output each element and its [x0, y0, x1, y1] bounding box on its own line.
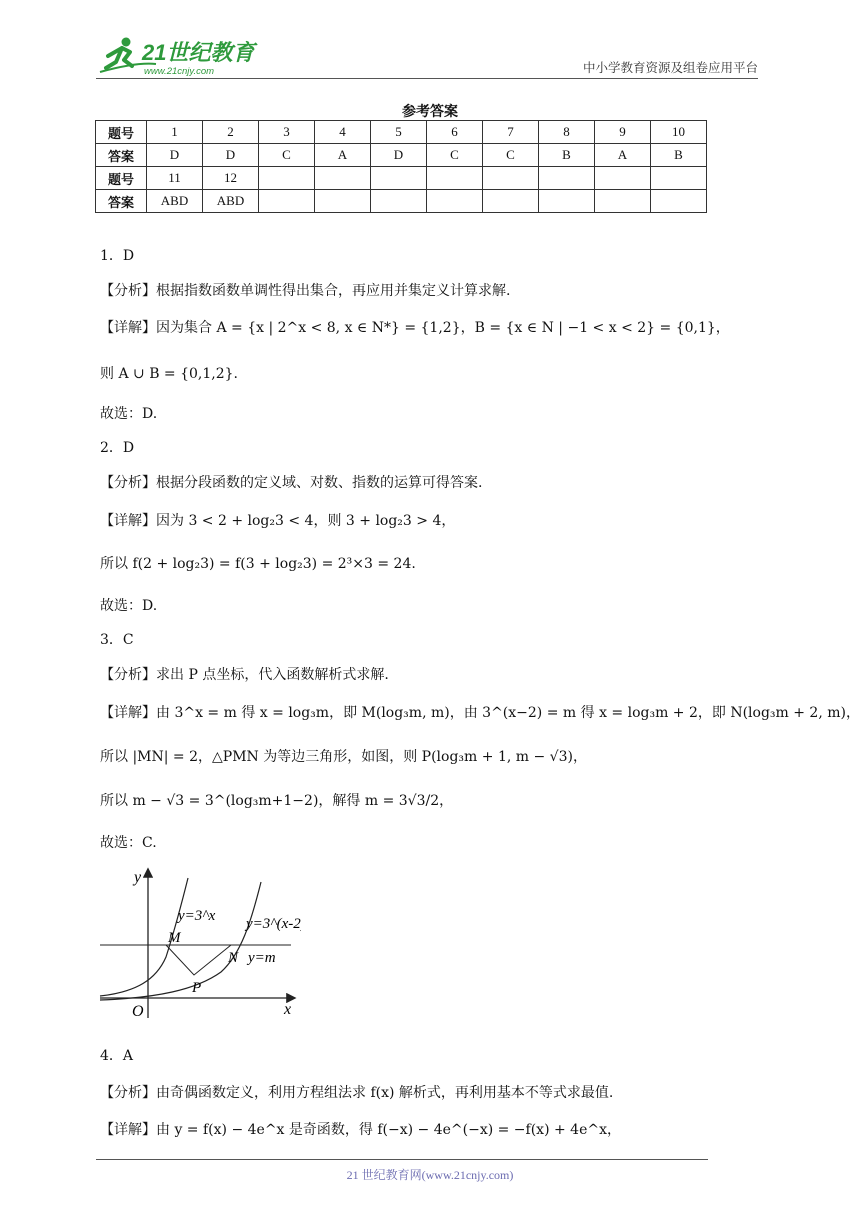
table-row: [96, 144, 707, 167]
q1-number: 1．D: [100, 248, 135, 264]
cell-question: 3: [259, 121, 315, 144]
header-divider: [96, 78, 758, 79]
cell-answer: [651, 190, 707, 213]
cell-answer: [539, 190, 595, 213]
cell-answer: A: [315, 144, 371, 167]
q1-union: 则 A ∪ B = {0,1,2}.: [100, 366, 238, 382]
q3-mn: 所以 |MN| = 2，△PMN 为等边三角形，如图，则 P(log₃m + 1, m − √3)，: [100, 749, 587, 765]
cell-answer: B: [539, 144, 595, 167]
q3-number: 3．C: [100, 632, 134, 648]
curve-3-pow-x-minus-2: [100, 882, 261, 1000]
cell-answer: B: [651, 144, 707, 167]
answer-table: [95, 120, 707, 213]
cell-answer: ABD: [203, 190, 259, 213]
table-row: [96, 121, 707, 144]
cell-question: [595, 167, 651, 190]
answer-title: 参考答案: [402, 104, 458, 120]
q3-graph-figure: [96, 862, 301, 1022]
cell-question: 1: [147, 121, 203, 144]
label-hline: y=m: [248, 950, 276, 966]
table-row: [96, 190, 707, 213]
cell-question: [371, 167, 427, 190]
site-logo: [96, 34, 266, 80]
table-row: [96, 167, 707, 190]
cell-answer: [427, 190, 483, 213]
q4-analysis: 【分析】由奇偶函数定义，利用方程组法求 f(x) 解析式，再利用基本不等式求最值.: [100, 1085, 614, 1101]
cell-question: 8: [539, 121, 595, 144]
cell-question: 9: [595, 121, 651, 144]
cell-question: [315, 167, 371, 190]
label-n: N: [228, 950, 239, 966]
q2-analysis: 【分析】根据分段函数的定义域、对数、指数的运算可得答案.: [100, 475, 483, 491]
cell-question: 11: [147, 167, 203, 190]
cell-question: [483, 167, 539, 190]
cell-answer: D: [147, 144, 203, 167]
q2-detail: 【详解】因为 3 < 2 + log₂3 < 4，则 3 + log₂3 > 4，: [100, 513, 456, 529]
cell-answer: [371, 190, 427, 213]
row-label-question: 题号: [96, 167, 147, 190]
cell-question: 7: [483, 121, 539, 144]
cell-answer: D: [203, 144, 259, 167]
svg-text:21世纪教育: 21世纪教育: [142, 40, 255, 65]
q3-solve: 所以 m − √3 = 3^(log₃m+1−2)，解得 m = 3√3/2，: [100, 793, 454, 809]
cell-answer: C: [427, 144, 483, 167]
cell-question: 10: [651, 121, 707, 144]
q4-number: 4．A: [100, 1048, 134, 1064]
cell-question: [427, 167, 483, 190]
row-label-question: 题号: [96, 121, 147, 144]
label-y: y: [134, 869, 142, 886]
cell-question: 4: [315, 121, 371, 144]
cell-answer: [483, 190, 539, 213]
cell-question: 12: [203, 167, 259, 190]
cell-answer: [259, 190, 315, 213]
cell-answer: C: [483, 144, 539, 167]
cell-answer: D: [371, 144, 427, 167]
label-curve1: y=3^x: [178, 908, 216, 924]
q1-detail: 【详解】因为集合 A = {x | 2^x < 8, x ∈ N*} = {1,2}，B = {x ∈ N | −1 < x < 2} = {0,1}，: [100, 320, 730, 336]
footer-divider: [96, 1159, 708, 1160]
cell-question: [259, 167, 315, 190]
q1-choose: 故选：D.: [100, 406, 158, 422]
q3-detail: 【详解】由 3^x = m 得 x = log₃m，即 M(log₃m, m)，由 3^(x−2) = m 得 x = log₃m + 2，即 N(log₃m + 2, m)，: [100, 705, 860, 721]
cell-question: [539, 167, 595, 190]
triangle-mnp: [166, 945, 231, 975]
cell-answer: C: [259, 144, 315, 167]
row-label-answer: 答案: [96, 144, 147, 167]
cell-answer: ABD: [147, 190, 203, 213]
svg-text:www.21cnjy.com: www.21cnjy.com: [144, 66, 215, 77]
label-x: x: [284, 1001, 292, 1018]
q4-detail: 【详解】由 y = f(x) − 4e^x 是奇函数，得 f(−x) − 4e^(−x) = −f(x) + 4e^x，: [100, 1122, 621, 1138]
q2-number: 2．D: [100, 440, 135, 456]
row-label-answer: 答案: [96, 190, 147, 213]
q1-analysis: 【分析】根据指数函数单调性得出集合，再应用并集定义计算求解.: [100, 283, 511, 299]
label-curve2: y=3^(x-2): [246, 916, 301, 932]
label-m: M: [168, 930, 181, 946]
cell-question: 2: [203, 121, 259, 144]
cell-question: 5: [371, 121, 427, 144]
q2-calc: 所以 f(2 + log₂3) = f(3 + log₂3) = 2³×3 = 24.: [100, 556, 416, 572]
cell-answer: [315, 190, 371, 213]
footer-text: 21 世纪教育网(www.21cnjy.com): [346, 1168, 514, 1182]
q3-analysis: 【分析】求出 P 点坐标，代入函数解析式求解.: [100, 667, 389, 683]
q3-choose: 故选：C.: [100, 835, 157, 851]
platform-name: 中小学教育资源及组卷应用平台: [582, 60, 758, 75]
q2-choose: 故选：D.: [100, 598, 158, 614]
label-p: P: [192, 980, 202, 996]
label-origin: O: [132, 1003, 144, 1020]
cell-question: 6: [427, 121, 483, 144]
cell-question: [651, 167, 707, 190]
cell-answer: [595, 190, 651, 213]
cell-answer: A: [595, 144, 651, 167]
